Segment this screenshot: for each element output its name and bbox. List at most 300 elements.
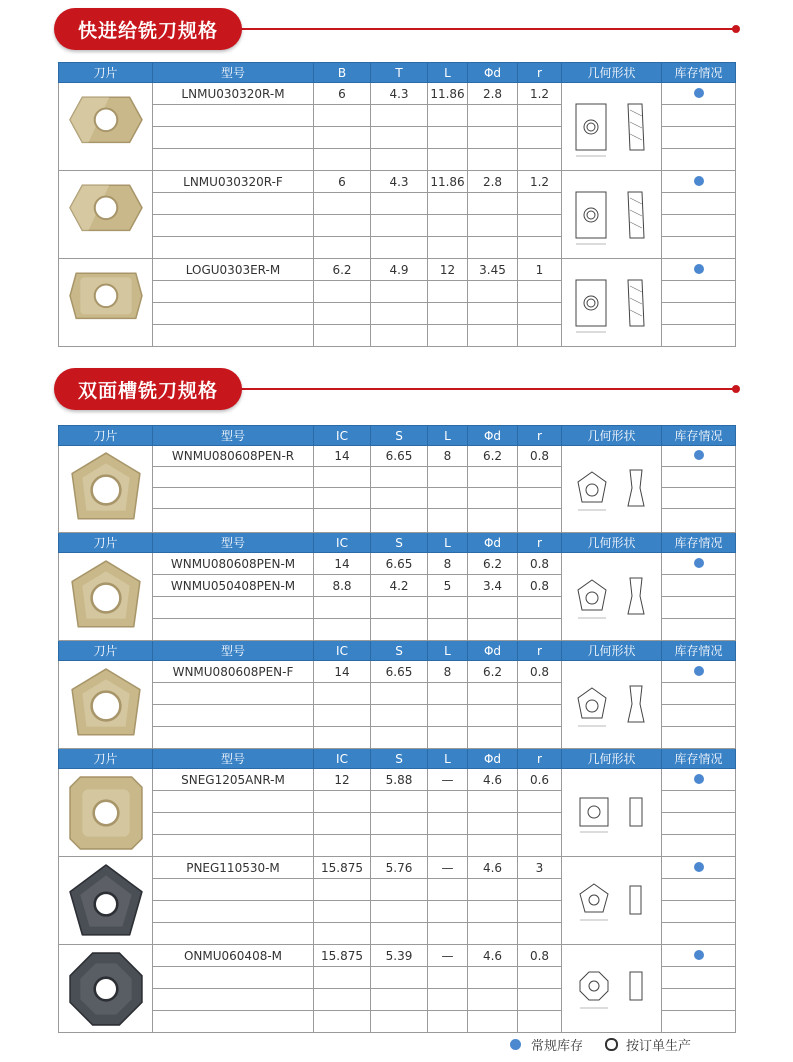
spec-cell: [371, 303, 428, 325]
stock-cell: [662, 727, 736, 749]
spec-cell: [371, 215, 428, 237]
stock-cell: [662, 509, 736, 533]
spec-cell: 6: [314, 171, 371, 193]
spec-cell: [371, 791, 428, 813]
table-header-row: [59, 749, 736, 769]
model-cell: [153, 215, 314, 237]
section2-heading: [0, 368, 793, 410]
column-header: 刀片: [59, 749, 153, 769]
product-row: [59, 661, 736, 683]
spec-cell: 0.6: [518, 769, 562, 791]
model-cell: [153, 967, 314, 989]
spec-cell: [518, 619, 562, 641]
spec-cell: 8.8: [314, 575, 371, 597]
spec-cell: [518, 105, 562, 127]
spec-cell: [468, 619, 518, 641]
spec-cell: [468, 923, 518, 945]
section2-title: 双面槽铣刀规格: [54, 368, 242, 410]
spec-cell: 4.3: [371, 171, 428, 193]
stock-cell: [662, 1011, 736, 1033]
product-row: [59, 83, 736, 105]
column-header: r: [518, 749, 562, 769]
spec-cell: —: [428, 945, 468, 967]
column-header: r: [518, 533, 562, 553]
section2-rule: [230, 388, 736, 390]
spec-cell: [468, 488, 518, 509]
spec-cell: [371, 149, 428, 171]
column-header: 库存情况: [662, 749, 736, 769]
table-header-row: [59, 641, 736, 661]
product-row: [59, 171, 736, 193]
stock-cell: [662, 769, 736, 791]
model-cell: [153, 303, 314, 325]
spec-cell: [371, 488, 428, 509]
spec-cell: 2.8: [468, 83, 518, 105]
spec-cell: [468, 879, 518, 901]
spec-cell: 8: [428, 661, 468, 683]
spec-cell: [468, 303, 518, 325]
column-header: IC: [314, 641, 371, 661]
column-header: Φd: [468, 533, 518, 553]
product-row: [59, 553, 736, 575]
spec-cell: [428, 127, 468, 149]
spec-cell: 1.2: [518, 171, 562, 193]
spec-cell: [371, 813, 428, 835]
spec-cell: [468, 467, 518, 488]
spec-cell: [518, 683, 562, 705]
spec-cell: [518, 488, 562, 509]
spec-cell: [468, 705, 518, 727]
spec-cell: [468, 281, 518, 303]
spec-cell: [371, 127, 428, 149]
model-cell: LNMU030320R-M: [153, 83, 314, 105]
stock-cell: [662, 813, 736, 835]
spec-cell: [468, 791, 518, 813]
stock-cell: [662, 488, 736, 509]
spec-cell: 5.39: [371, 945, 428, 967]
column-header: Φd: [468, 749, 518, 769]
spec-cell: [428, 215, 468, 237]
column-header: 库存情况: [662, 533, 736, 553]
spec-cell: 3: [518, 857, 562, 879]
spec-cell: [518, 127, 562, 149]
spec-cell: [314, 215, 371, 237]
stock-cell: [662, 967, 736, 989]
spec-cell: [518, 237, 562, 259]
section1-title: 快进给铣刀规格: [54, 8, 242, 50]
spec-cell: [468, 215, 518, 237]
model-cell: [153, 149, 314, 171]
column-header: 几何形状: [562, 63, 662, 83]
spec-cell: [371, 727, 428, 749]
spec-cell: 11.86: [428, 171, 468, 193]
spec-cell: [468, 325, 518, 347]
spec-cell: [371, 879, 428, 901]
spec-cell: [518, 325, 562, 347]
stock-cell: [662, 237, 736, 259]
made-to-order-ring-icon: [605, 1038, 618, 1051]
spec-cell: 8: [428, 446, 468, 467]
geometry-drawing-icon: [562, 782, 661, 844]
stock-cell: [662, 281, 736, 303]
spec-cell: 6.65: [371, 661, 428, 683]
stock-cell: [662, 923, 736, 945]
spec-cell: [468, 727, 518, 749]
geometry-drawing-icon: [562, 870, 661, 932]
spec-cell: [428, 727, 468, 749]
spec-cell: [314, 597, 371, 619]
spec-cell: 5.88: [371, 769, 428, 791]
spec-cell: [428, 193, 468, 215]
spec-cell: 5.76: [371, 857, 428, 879]
geometry-drawing-cell: [562, 446, 662, 533]
column-header: IC: [314, 749, 371, 769]
spec-cell: [314, 325, 371, 347]
insert-image-cell: [59, 259, 153, 347]
column-header: 刀片: [59, 63, 153, 83]
column-header: r: [518, 641, 562, 661]
stock-cell: [662, 683, 736, 705]
stock-cell: [662, 857, 736, 879]
model-cell: PNEG110530-M: [153, 857, 314, 879]
lnmu-insert-icon: [59, 89, 152, 165]
stock-cell: [662, 467, 736, 488]
in-stock-dot-icon: [694, 774, 704, 784]
spec-cell: [428, 835, 468, 857]
spec-cell: [371, 105, 428, 127]
column-header: 几何形状: [562, 426, 662, 446]
column-header: 型号: [153, 641, 314, 661]
spec-cell: 14: [314, 661, 371, 683]
stock-cell: [662, 171, 736, 193]
spec-cell: [371, 1011, 428, 1033]
spec-cell: [518, 813, 562, 835]
spec-cell: [428, 509, 468, 533]
spec-cell: [428, 325, 468, 347]
in-stock-dot-icon: [694, 450, 704, 460]
wnmu-insert-icon: [59, 667, 152, 743]
spec-cell: [428, 237, 468, 259]
spec-cell: 2.8: [468, 171, 518, 193]
stock-cell: [662, 446, 736, 467]
insert-image-cell: [59, 857, 153, 945]
spec-cell: 0.8: [518, 945, 562, 967]
lnmu-insert-icon: [59, 177, 152, 253]
regular-stock-dot-icon: [510, 1039, 521, 1050]
insert-image-cell: [59, 769, 153, 857]
spec-cell: 4.6: [468, 857, 518, 879]
spec-cell: [371, 597, 428, 619]
spec-cell: [371, 509, 428, 533]
spec-cell: [518, 901, 562, 923]
stock-cell: [662, 791, 736, 813]
column-header: r: [518, 63, 562, 83]
table-header-row: [59, 533, 736, 553]
spec-cell: 14: [314, 446, 371, 467]
spec-cell: 3.4: [468, 575, 518, 597]
spec-cell: [428, 791, 468, 813]
spec-cell: 5: [428, 575, 468, 597]
stock-cell: [662, 553, 736, 575]
spec-cell: [468, 683, 518, 705]
model-cell: [153, 879, 314, 901]
section1-rule: [230, 28, 736, 30]
column-header: 型号: [153, 63, 314, 83]
geometry-drawing-icon: [562, 458, 661, 520]
spec-cell: [314, 149, 371, 171]
spec-cell: 4.3: [371, 83, 428, 105]
model-cell: WNMU050408PEN-M: [153, 575, 314, 597]
spec-cell: [428, 705, 468, 727]
column-header: L: [428, 641, 468, 661]
spec-cell: [468, 237, 518, 259]
model-cell: [153, 127, 314, 149]
spec-cell: [518, 149, 562, 171]
geometry-drawing-icon: [562, 958, 661, 1020]
spec-cell: [314, 509, 371, 533]
spec-cell: [468, 835, 518, 857]
model-cell: [153, 835, 314, 857]
spec-cell: [468, 193, 518, 215]
geometry-drawing-cell: [562, 259, 662, 347]
stock-cell: [662, 989, 736, 1011]
model-cell: [153, 705, 314, 727]
in-stock-dot-icon: [694, 264, 704, 274]
insert-image-cell: [59, 553, 153, 641]
spec-cell: 1.2: [518, 83, 562, 105]
spec-cell: [314, 619, 371, 641]
spec-cell: [314, 879, 371, 901]
stock-cell: [662, 597, 736, 619]
model-cell: LOGU0303ER-M: [153, 259, 314, 281]
spec-cell: 15.875: [314, 945, 371, 967]
spec-cell: 0.8: [518, 575, 562, 597]
spec-cell: 4.2: [371, 575, 428, 597]
spec-cell: [428, 901, 468, 923]
in-stock-dot-icon: [694, 666, 704, 676]
spec-cell: 3.45: [468, 259, 518, 281]
stock-cell: [662, 83, 736, 105]
product-row: [59, 857, 736, 879]
insert-image-cell: [59, 83, 153, 171]
spec-cell: [518, 791, 562, 813]
spec-cell: [518, 835, 562, 857]
column-header: 几何形状: [562, 641, 662, 661]
column-header: S: [371, 533, 428, 553]
spec-cell: 6: [314, 83, 371, 105]
geometry-drawing-cell: [562, 661, 662, 749]
spec-cell: 12: [314, 769, 371, 791]
model-cell: [153, 813, 314, 835]
geometry-drawing-icon: [562, 674, 661, 736]
in-stock-dot-icon: [694, 862, 704, 872]
spec-cell: [468, 813, 518, 835]
insert-image-cell: [59, 171, 153, 259]
model-cell: [153, 901, 314, 923]
spec-cell: [428, 105, 468, 127]
spec-cell: 8: [428, 553, 468, 575]
column-header: IC: [314, 533, 371, 553]
stock-cell: [662, 835, 736, 857]
column-header: 刀片: [59, 426, 153, 446]
model-cell: LNMU030320R-F: [153, 171, 314, 193]
table-header-row: [59, 426, 736, 446]
spec-cell: [428, 467, 468, 488]
product-row: [59, 446, 736, 467]
stock-cell: [662, 193, 736, 215]
spec-cell: 0.8: [518, 553, 562, 575]
column-header: 型号: [153, 533, 314, 553]
column-header: 库存情况: [662, 63, 736, 83]
column-header: 型号: [153, 749, 314, 769]
geometry-drawing-cell: [562, 769, 662, 857]
geometry-drawing-cell: [562, 857, 662, 945]
column-header: 几何形状: [562, 749, 662, 769]
spec-cell: [468, 1011, 518, 1033]
spec-cell: [518, 727, 562, 749]
model-cell: [153, 509, 314, 533]
wnmu-insert-icon: [59, 451, 152, 527]
column-header: 刀片: [59, 533, 153, 553]
section1-rule-dot: [732, 25, 740, 33]
column-header: S: [371, 426, 428, 446]
model-cell: [153, 467, 314, 488]
spec-cell: [518, 597, 562, 619]
spec-cell: [314, 727, 371, 749]
insert-image-cell: [59, 446, 153, 533]
spec-cell: [518, 281, 562, 303]
model-cell: WNMU080608PEN-F: [153, 661, 314, 683]
model-cell: [153, 597, 314, 619]
geometry-drawing-icon: [562, 272, 661, 334]
model-cell: SNEG1205ANR-M: [153, 769, 314, 791]
spec-cell: [314, 901, 371, 923]
spec-cell: [468, 127, 518, 149]
stock-cell: [662, 575, 736, 597]
geometry-drawing-icon: [562, 96, 661, 158]
spec-cell: 6.65: [371, 446, 428, 467]
stock-cell: [662, 901, 736, 923]
spec-cell: [371, 835, 428, 857]
spec-cell: [314, 813, 371, 835]
column-header: L: [428, 426, 468, 446]
column-header: r: [518, 426, 562, 446]
stock-cell: [662, 879, 736, 901]
spec-cell: [428, 879, 468, 901]
geometry-drawing-icon: [562, 184, 661, 246]
spec-cell: 0.8: [518, 661, 562, 683]
spec-cell: [314, 237, 371, 259]
spec-cell: 0.8: [518, 446, 562, 467]
spec-cell: [428, 303, 468, 325]
spec-cell: [468, 149, 518, 171]
spec-cell: [428, 923, 468, 945]
column-header: 几何形状: [562, 533, 662, 553]
model-cell: [153, 1011, 314, 1033]
spec-cell: —: [428, 857, 468, 879]
column-header: T: [371, 63, 428, 83]
column-header: Φd: [468, 426, 518, 446]
stock-legend: [510, 1035, 691, 1054]
column-header: 刀片: [59, 641, 153, 661]
pneg-insert-icon: [59, 863, 152, 939]
stock-cell: [662, 259, 736, 281]
column-header: Φd: [468, 63, 518, 83]
model-cell: [153, 619, 314, 641]
column-header: Φd: [468, 641, 518, 661]
spec-cell: 4.6: [468, 945, 518, 967]
spec-cell: [518, 215, 562, 237]
spec-cell: [371, 281, 428, 303]
spec-cell: [518, 467, 562, 488]
column-header: 库存情况: [662, 426, 736, 446]
spec-cell: [371, 619, 428, 641]
column-header: L: [428, 749, 468, 769]
spec-cell: [518, 509, 562, 533]
spec-cell: [314, 683, 371, 705]
stock-cell: [662, 149, 736, 171]
spec-cell: [314, 281, 371, 303]
spec-cell: 12: [428, 259, 468, 281]
spec-cell: 4.6: [468, 769, 518, 791]
table-header-row: [59, 63, 736, 83]
spec-cell: 6.2: [468, 661, 518, 683]
spec-cell: [314, 791, 371, 813]
spec-cell: [468, 901, 518, 923]
spec-cell: [428, 619, 468, 641]
spec-cell: [518, 879, 562, 901]
model-cell: [153, 727, 314, 749]
product-row: [59, 945, 736, 967]
spec-cell: [428, 488, 468, 509]
spec-cell: [518, 1011, 562, 1033]
double-sided-slot-spec-table: [58, 425, 736, 1033]
section2-rule-dot: [732, 385, 740, 393]
spec-cell: —: [428, 769, 468, 791]
product-row: [59, 769, 736, 791]
spec-cell: [371, 193, 428, 215]
spec-cell: [314, 835, 371, 857]
column-header: 型号: [153, 426, 314, 446]
spec-cell: [428, 149, 468, 171]
spec-cell: [428, 683, 468, 705]
insert-image-cell: [59, 945, 153, 1033]
spec-cell: [371, 705, 428, 727]
model-cell: ONMU060408-M: [153, 945, 314, 967]
column-header: IC: [314, 426, 371, 446]
geometry-drawing-cell: [562, 553, 662, 641]
onmu-insert-icon: [59, 951, 152, 1027]
spec-cell: [518, 303, 562, 325]
model-cell: [153, 683, 314, 705]
spec-cell: [371, 237, 428, 259]
spec-cell: [428, 281, 468, 303]
spec-cell: [371, 467, 428, 488]
legend-regular-label: 常规库存: [531, 1039, 584, 1054]
model-cell: [153, 105, 314, 127]
spec-cell: [314, 1011, 371, 1033]
model-cell: [153, 325, 314, 347]
spec-cell: [518, 705, 562, 727]
stock-cell: [662, 303, 736, 325]
spec-cell: 1: [518, 259, 562, 281]
stock-cell: [662, 215, 736, 237]
column-header: S: [371, 641, 428, 661]
spec-cell: [468, 967, 518, 989]
in-stock-dot-icon: [694, 88, 704, 98]
sneg-insert-icon: [59, 775, 152, 851]
spec-cell: [314, 923, 371, 945]
